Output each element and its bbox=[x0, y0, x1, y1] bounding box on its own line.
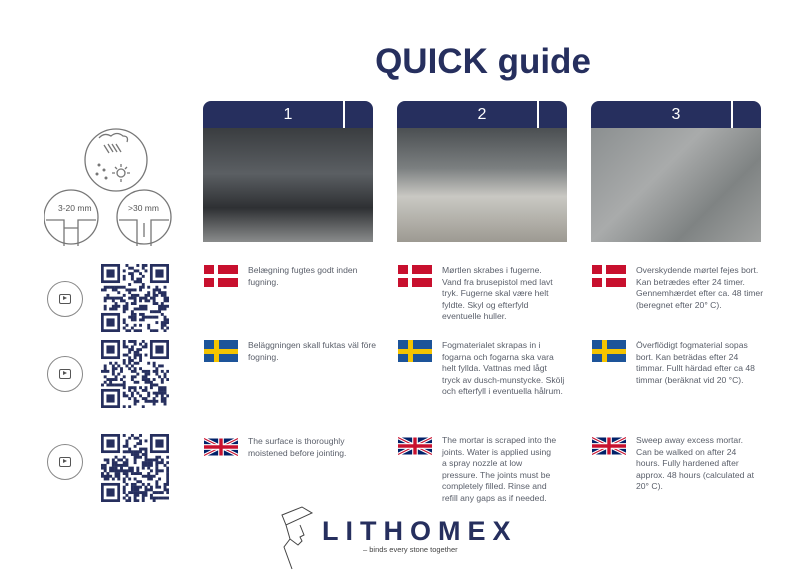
step-number: 1 bbox=[203, 101, 373, 128]
large-joint-label: >30 mm bbox=[128, 203, 159, 213]
play-icon bbox=[63, 296, 67, 300]
swedish-flag-icon bbox=[592, 340, 626, 362]
instruction-text: Belægning fugtes godt inden fugning. bbox=[248, 265, 358, 287]
swedish-flag-icon bbox=[398, 340, 432, 362]
swedish-flag-icon bbox=[204, 340, 238, 362]
uk-flag-icon bbox=[204, 436, 238, 458]
instruction-text: The surface is thoroughly moistened before jointing. bbox=[248, 436, 347, 458]
play-icon bbox=[63, 371, 67, 375]
squeegee-photo bbox=[397, 128, 567, 242]
step-3-sv bbox=[592, 340, 772, 386]
hose-watering-photo bbox=[203, 128, 373, 242]
instruction-text: Beläggningen skall fuktas väl före fogning. bbox=[248, 340, 377, 362]
step-number: 3 bbox=[591, 101, 761, 128]
step-card-3 bbox=[591, 101, 761, 242]
instruction-text: Overskydende mørtel fejes bort. Kan betrædes efter 24 timer. Gennemhærdet efter ca. 48 timer (beregnet efter 20° C). bbox=[636, 265, 764, 310]
step-1-en bbox=[204, 436, 384, 459]
instruction-text: Fogmaterialet skrapas in i fogarna och fogarna ska vara helt fyllda. Vattnas med lågt tryck av dusch-munstycke. Skölj och efterfyll i eventuella hålrum. bbox=[442, 340, 565, 396]
page-title: QUICK guide bbox=[375, 42, 591, 81]
step-2-da bbox=[398, 265, 578, 323]
step-2-sv bbox=[398, 340, 578, 398]
danish-flag-icon bbox=[204, 265, 238, 287]
conditions-icon bbox=[44, 128, 194, 248]
instruction-text: Mørtlen skrabes i fugerne. Vand fra brusepistol med lavt tryk. Fugerne skal være helt fyldte. Skyl og efterfyld eventuelle huller. bbox=[442, 265, 553, 321]
step-1-sv bbox=[204, 340, 384, 363]
danish-flag-icon bbox=[398, 265, 432, 287]
broom-photo bbox=[591, 128, 761, 242]
step-number: 2 bbox=[397, 101, 567, 128]
instruction-text: The mortar is scraped into the joints. Water is applied using a spray nozzle at low pressure. The joints must be completely filled. Rinse and refill any gaps as if needed. bbox=[442, 435, 557, 503]
step-card-1 bbox=[203, 101, 373, 242]
instruction-text: Överflödigt fogmaterial sopas bort. Kan beträdas efter 24 timmar. Fullt härdad efter ca 48 timmar (beräknat vid 20 °C). bbox=[636, 340, 755, 385]
brand-name: LITHOMEX bbox=[322, 516, 518, 546]
small-joint-label: 3-20 mm bbox=[58, 203, 92, 213]
qr-code-sv[interactable] bbox=[101, 340, 169, 408]
brand-tagline: – binds every stone together bbox=[363, 545, 458, 554]
instruction-text: Sweep away excess mortar. Can be walked on after 24 hours. Fully hardened after approx. 48 hours (calculated at 20° C). bbox=[636, 435, 754, 491]
video-play-button-da[interactable] bbox=[47, 281, 83, 317]
step-3-en bbox=[592, 435, 772, 493]
qr-code-en[interactable] bbox=[101, 434, 169, 502]
play-icon bbox=[63, 459, 67, 463]
step-2-en bbox=[398, 435, 578, 504]
uk-flag-icon bbox=[592, 435, 626, 457]
uk-flag-icon bbox=[398, 435, 432, 457]
step-card-2 bbox=[397, 101, 567, 242]
video-play-button-sv[interactable] bbox=[47, 356, 83, 392]
step-3-da bbox=[592, 265, 772, 311]
qr-code-da[interactable] bbox=[101, 264, 169, 332]
lithomex-mascot-logo bbox=[278, 505, 318, 571]
video-play-button-en[interactable] bbox=[47, 444, 83, 480]
danish-flag-icon bbox=[592, 265, 626, 287]
step-1-da bbox=[204, 265, 384, 288]
